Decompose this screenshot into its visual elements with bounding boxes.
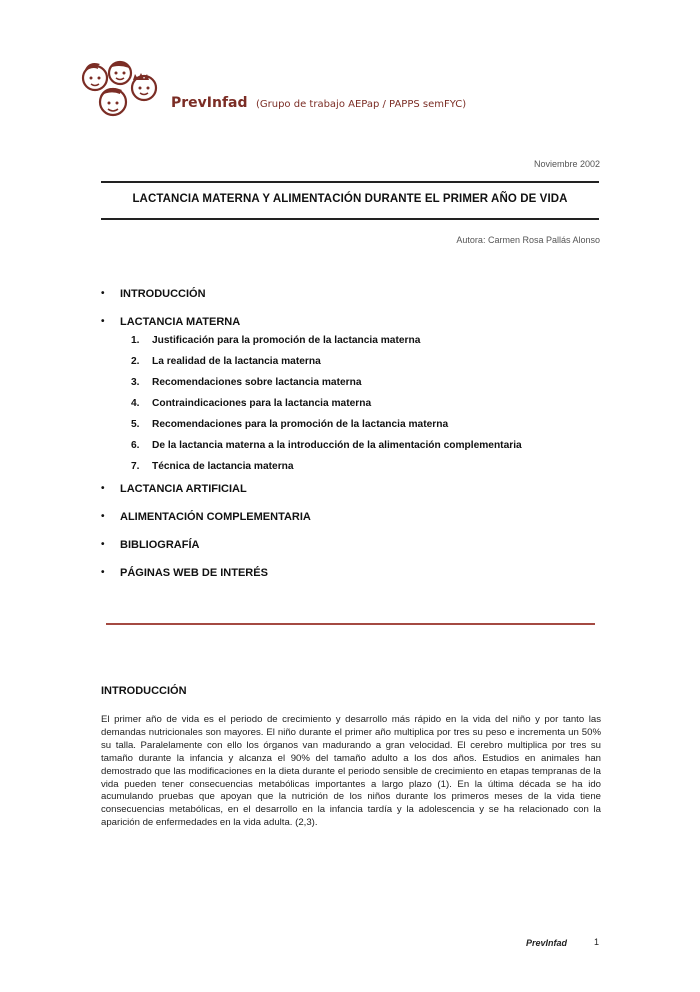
toc-item-label: LACTANCIA MATERNA	[120, 316, 241, 328]
toc-subitem[interactable]	[101, 376, 601, 397]
toc-subitem-number: 5.	[131, 419, 140, 430]
brand-header	[171, 94, 466, 112]
toc-subitem[interactable]	[101, 397, 601, 418]
previnfad-logo	[78, 58, 162, 120]
toc-subitem[interactable]	[101, 418, 601, 439]
toc-subitem-label: Contraindicaciones para la lactancia materna	[152, 398, 372, 409]
bullet-icon: •	[101, 567, 105, 578]
title-rule-top	[101, 181, 599, 183]
section-divider	[106, 623, 595, 625]
title-rule-bottom	[101, 218, 599, 220]
document-title: LACTANCIA MATERNA Y ALIMENTACIÓN DURANTE EL PRIMER AÑO DE VIDA	[132, 193, 568, 205]
toc-subitem-label: De la lactancia materna a la introducción de la alimentación complementaria	[152, 440, 522, 451]
section-heading-introduccion: INTRODUCCIÓN	[101, 685, 187, 697]
toc-item-label: BIBLIOGRAFÍA	[120, 539, 200, 551]
document-author: Autora: Carmen Rosa Pallás Alonso	[456, 235, 600, 245]
toc-item-lactancia-materna[interactable]	[101, 316, 601, 328]
toc-subitem[interactable]	[101, 334, 601, 355]
toc-subitem[interactable]	[101, 439, 601, 460]
toc-subitem-number: 4.	[131, 398, 140, 409]
toc-subitem-label: Técnica de lactancia materna	[152, 461, 294, 472]
toc-sublist	[101, 334, 601, 481]
toc-item-alimentacion-complementaria[interactable]	[101, 511, 601, 523]
table-of-contents	[101, 288, 601, 579]
toc-subitem-label: La realidad de la lactancia materna	[152, 356, 321, 367]
toc-subitem[interactable]	[101, 460, 601, 481]
toc-item-label: PÁGINAS WEB DE INTERÉS	[120, 567, 268, 579]
brand-name: PrevInfad	[171, 95, 248, 111]
toc-item-label: INTRODUCCIÓN	[120, 288, 206, 300]
toc-item-introduccion[interactable]	[101, 288, 601, 300]
toc-subitem[interactable]	[101, 355, 601, 376]
toc-subitem-label: Recomendaciones para la promoción de la lactancia materna	[152, 419, 449, 430]
toc-subitem-label: Justificación para la promoción de la lactancia materna	[152, 335, 421, 346]
brand-subtitle: (Grupo de trabajo AEPap / PAPPS semFYC)	[255, 99, 467, 110]
bullet-icon: •	[101, 539, 105, 550]
toc-subitem-number: 6.	[131, 440, 140, 451]
document-date: Noviembre 2002	[533, 159, 600, 169]
toc-subitem-number: 7.	[131, 461, 140, 472]
toc-subitem-number: 2.	[131, 356, 140, 367]
toc-item-bibliografia[interactable]	[101, 539, 601, 551]
toc-item-lactancia-artificial[interactable]	[101, 483, 601, 495]
toc-subitem-number: 3.	[131, 377, 140, 388]
toc-subitem-number: 1.	[131, 335, 140, 346]
bullet-icon: •	[101, 483, 105, 494]
toc-subitem-label: Recomendaciones sobre lactancia materna	[152, 377, 362, 388]
bullet-icon: •	[101, 288, 105, 299]
intro-paragraph: El primer año de vida es el periodo de crecimiento y desarrollo más rápido en la vida del niño y por tanto las demandas nutricionales son mayores. El niño durante el primer año multiplica por tres su peso e incrementa un 50% su talla. Paralelamente con ello los órganos van madurando a gran velocidad. El cerebro multiplica por tres su tamaño durante la infancia y alcanza el 90% del tamaño adulto a los dos años. Estudios en animales han demostrado que las modificaciones en la dieta durante el periodo sensible de crecimiento en etapas tempranas de la vida pueden tener consecuencias metabólicas importantes a largo plazo (1). En la última década se ha ido acumulando pruebas que apoyan que la nutrición de los niños durante los primeros meses de la vida tiene consecuencias metabólicas, en el desarrollo en la infancia tardía y la adolescencia y se ha relacionado con la aparición de enfermedades en la vida adulta. (2,3).	[101, 714, 601, 829]
bullet-icon: •	[101, 316, 105, 327]
toc-item-label: LACTANCIA ARTIFICIAL	[120, 483, 247, 495]
bullet-icon: •	[101, 511, 105, 522]
page-number: 1	[594, 937, 600, 947]
toc-item-label: ALIMENTACIÓN COMPLEMENTARIA	[120, 511, 311, 523]
footer-brand: PrevInfad	[526, 938, 568, 948]
toc-item-paginas-web[interactable]	[101, 567, 601, 579]
